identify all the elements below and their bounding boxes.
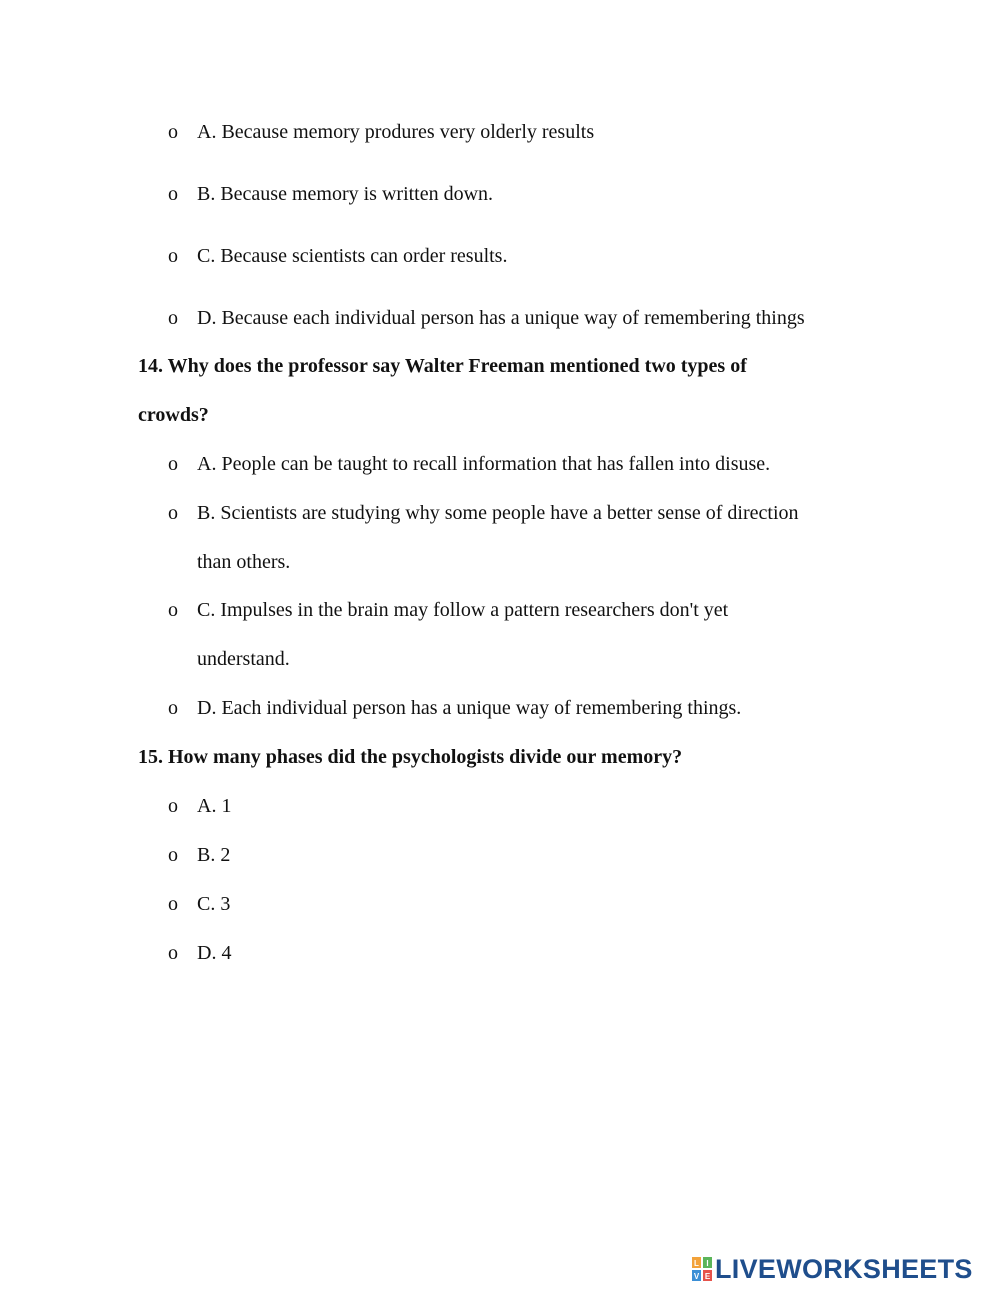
logo-mark-letter: E (704, 1272, 711, 1281)
liveworksheets-logo (692, 1254, 973, 1284)
q13-option-b: B. Because memory is written down. (197, 183, 494, 205)
q14-question-line-2: crowds? (138, 404, 209, 426)
list-bullet: o (168, 453, 178, 475)
q13-option-d: D. Because each individual person has a unique way of remembering things (197, 307, 805, 329)
q13-option-c: C. Because scientists can order results. (197, 245, 508, 267)
q14-option-d: D. Each individual person has a unique way of remembering things. (197, 697, 742, 719)
q14-option-b: B. Scientists are studying why some people have a better sense of direction (197, 502, 799, 524)
logo-mark-letter: I (706, 1259, 709, 1268)
list-bullet: o (168, 307, 178, 329)
list-bullet: o (168, 795, 178, 817)
q14-option-c-continued: understand. (197, 648, 290, 670)
q15-option-b: B. 2 (197, 844, 231, 866)
list-bullet: o (168, 893, 178, 915)
list-bullet: o (168, 599, 178, 621)
logo-mark-letter: V (693, 1272, 700, 1281)
list-bullet: o (168, 942, 178, 964)
q13-option-a: A. Because memory produres very olderly results (197, 121, 595, 143)
q14-option-a: A. People can be taught to recall information that has fallen into disuse. (197, 453, 771, 475)
q15-question: 15. How many phases did the psychologists divide our memory? (138, 746, 683, 768)
list-bullet: o (168, 245, 178, 267)
list-bullet: o (168, 121, 178, 143)
q15-option-a: A. 1 (197, 795, 232, 817)
q14-option-c: C. Impulses in the brain may follow a pattern researchers don't yet (197, 599, 729, 621)
q15-option-c: C. 3 (197, 893, 231, 915)
q14-question-line-1: 14. Why does the professor say Walter Freeman mentioned two types of (138, 355, 747, 377)
list-bullet: o (168, 844, 178, 866)
list-bullet: o (168, 183, 178, 205)
liveworksheets-logo-icon (692, 1257, 712, 1281)
q14-option-b-continued: than others. (197, 551, 291, 573)
logo-wordmark: LIVEWORKSHEETS (715, 1254, 973, 1284)
q15-option-d: D. 4 (197, 942, 232, 964)
logo-mark-letter: L (694, 1259, 699, 1268)
list-bullet: o (168, 502, 178, 524)
list-bullet: o (168, 697, 178, 719)
